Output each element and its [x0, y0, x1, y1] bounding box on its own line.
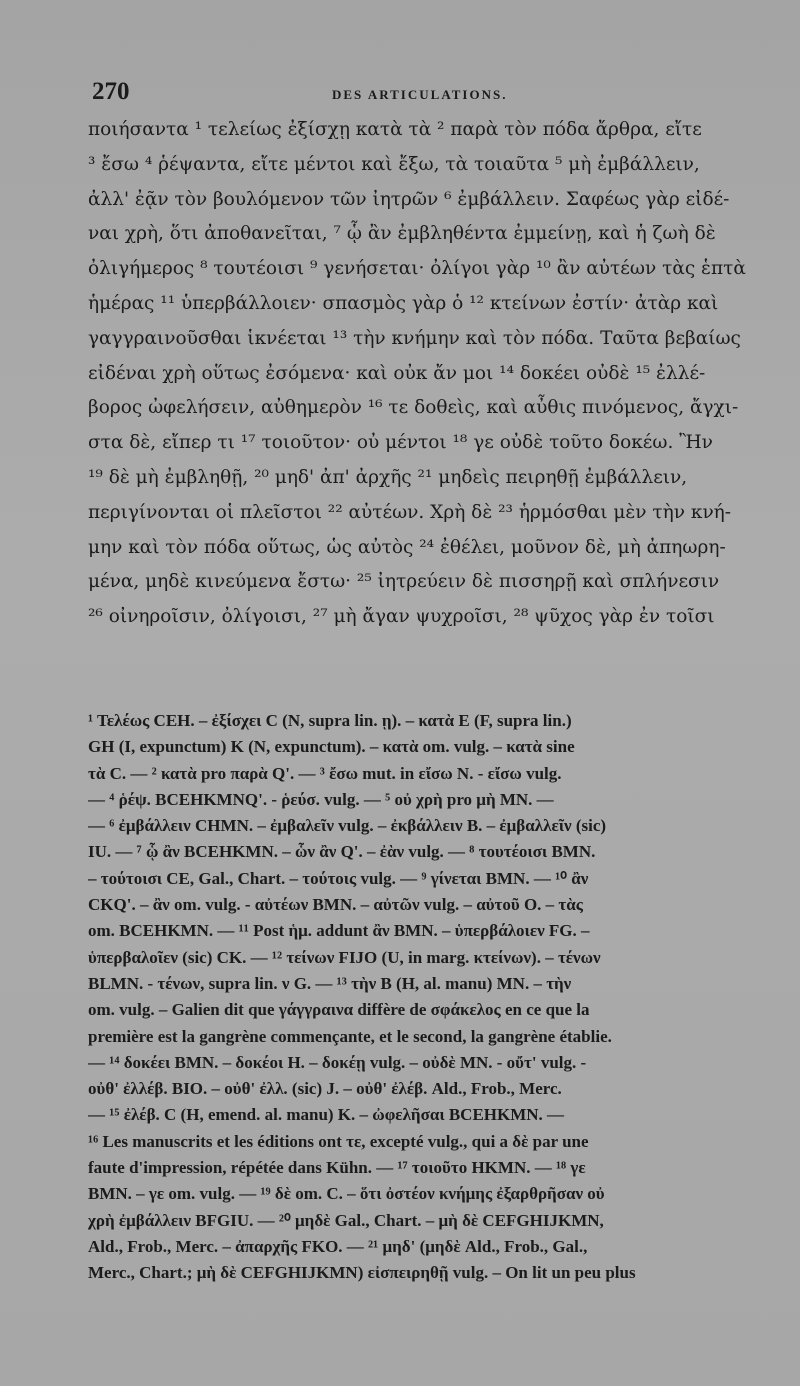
footnote-line: om. vulg. – Galien dit que γάγγραινα diffère de σφάκελος en ce que la — [88, 1000, 590, 1020]
footnote-line: GH (I, expunctum) K (N, expunctum). – κατὰ om. vulg. – κατὰ sine — [88, 737, 575, 757]
footnote-line: faute d'impression, répétée dans Kühn. — ¹⁷ τοιοῦτο HKMN. — ¹⁸ γε — [88, 1158, 586, 1178]
text-line: ἡμέρας ¹¹ ὑπερβάλλοιεν· σπασμὸς γὰρ ὁ ¹² κτείνων ἐστίν· ἀτὰρ καὶ — [88, 292, 719, 314]
text-line: ναι χρὴ, ὅτι ἀποθανεῖται, ⁷ ᾧ ἂν ἐμβληθέντα ἐμμείνῃ, καὶ ἡ ζωὴ δὲ — [88, 223, 716, 245]
text-line: μένα, μηδὲ κινεύμενα ἔστω· ²⁵ ἰητρεύειν δὲ πισσηρῇ καὶ σπλήνεσιν — [88, 571, 720, 593]
text-line: μην καὶ τὸν πόδα οὕτως, ὡς αὐτὸς ²⁴ ἐθέλει, μοῦνον δὲ, μὴ ἀπηωρη- — [88, 536, 726, 558]
footnote-line: τὰ C. — ² κατὰ pro παρὰ Q'. — ³ ἔσω mut. in εἴσω N. - εἴσω vulg. — [88, 763, 562, 783]
footnote-line: Ald., Frob., Merc. – ἀπαρχῆς FKO. — ²¹ μηδ' (μηδὲ Ald., Frob., Gal., — [88, 1236, 588, 1256]
running-title: DES ARTICULATIONS. — [332, 87, 508, 102]
footnote-line: BMN. – γε om. vulg. — ¹⁹ δὲ om. C. – ὅτι ὀστέον κνήμης ἐξαρθρῆσαν οὐ — [88, 1184, 605, 1204]
footnote-line: ¹ Τελέως CEH. – ἐξίσχει C (N, supra lin. ῃ). – κατὰ E (F, supra lin.) — [88, 711, 572, 730]
text-line: περιγίνονται οἱ πλεῖστοι ²² αὐτέων. Χρὴ δὲ ²³ ἡρμόσθαι μὲν τὴν κνή- — [88, 501, 732, 523]
footnote-line: — ¹⁵ ἐλέβ. C (H, emend. al. manu) K. – ὠφελῆσαι BCEHKMN. — — [88, 1105, 565, 1125]
footnote-line: οὐθ' ἐλλέβ. BIO. – οὐθ' ἐλλ. (sic) J. – οὐθ' ἐλέβ. Ald., Frob., Merc. — [88, 1079, 562, 1099]
page-number: 270 — [92, 78, 130, 105]
text-line: ¹⁹ δὲ μὴ ἐμβληθῇ, ²⁰ μηδ' ἀπ' ἀρχῆς ²¹ μηδεὶς πειρηθῇ ἐμβάλλειν, — [88, 466, 688, 488]
footnote-line: ¹⁶ Les manuscrits et les éditions ont τε, excepté vulg., qui a δὲ par une — [88, 1131, 589, 1151]
footnote-line: χρὴ ἐμβάλλειν BFGIU. — ²⁰ μηδὲ Gal., Chart. – μὴ δὲ CEFGHIJKMN, — [88, 1210, 604, 1230]
text-line: ³ ἔσω ⁴ ῥέψαντα, εἴτε μέντοι καὶ ἔξω, τὰ τοιαῦτα ⁵ μὴ ἐμβάλλειν, — [88, 153, 700, 175]
text-line: εἰδέναι χρὴ οὕτως ἐσόμενα· καὶ οὐκ ἄν μοι ¹⁴ δοκέει οὐδὲ ¹⁵ ἐλλέ- — [88, 362, 706, 384]
footnote-line: CKQ'. – ἂν om. vulg. - αὐτέων BMN. – αὐτῶν vulg. – αὐτοῦ O. – τὰς — [88, 895, 583, 915]
footnote-line: — ¹⁴ δοκέει BMN. – δοκέοι H. – δοκέῃ vulg. – οὐδὲ MN. - οὔτ' vulg. - — [88, 1052, 587, 1072]
footnote-line: om. BCEHKMN. — ¹¹ Post ἡμ. addunt ἂν BMN. – ὑπερβάλοιεν FG. – — [88, 921, 590, 941]
footnote-line: IU. — ⁷ ᾧ ἂν BCEHKMN. – ὧν ἂν Q'. – ἐὰν vulg. — ⁸ τουτέοισι BMN. — [88, 842, 596, 862]
footnote-line: première est la gangrène commençante, et le second, la gangrène établie. — [88, 1026, 612, 1046]
text-line: βορος ὠφελήσειν, αὐθημερὸν ¹⁶ τε δοθεὶς, καὶ αὖθις πινόμενος, ἄγχι- — [88, 397, 739, 419]
text-line: ὀλιγήμερος ⁸ τουτέοισι ⁹ γενήσεται· ὀλίγοι γὰρ ¹⁰ ἂν αὐτέων τὰς ἑπτὰ — [88, 258, 746, 280]
footnotes — [88, 708, 788, 1338]
text-line: ²⁶ οἰνηροῖσιν, ὀλίγοισι, ²⁷ μὴ ἄγαν ψυχροῖσι, ²⁸ ψῦχος γὰρ ἐν τοῖσι — [88, 606, 715, 628]
text-line: στα δὲ, εἴπερ τι ¹⁷ τοιοῦτον· οὐ μέντοι ¹⁸ γε οὐδὲ τοῦτο δοκέω. Ἢν — [88, 432, 713, 454]
footnote-line: — ⁶ ἐμβάλλειν CHMN. – ἐμβαλεῖν vulg. – ἐκβάλλειν B. – ἐμβαλλεῖν (sic) — [88, 816, 607, 836]
footnote-line: Merc., Chart.; μὴ δὲ CEFGHIJKMN) εἰσπειρηθῇ vulg. – On lit un peu plus — [88, 1263, 636, 1283]
page-header — [92, 78, 782, 114]
greek-main-text — [88, 113, 774, 658]
footnote-line: – τούτοισι CE, Gal., Chart. – τούτοις vulg. — ⁹ γίνεται BMN. — ¹⁰ ἂν — [88, 868, 589, 888]
text-line: γαγγραινοῦσθαι ἱκνέεται ¹³ τὴν κνήμην καὶ τὸν πόδα. Ταῦτα βεβαίως — [88, 327, 741, 349]
text-line: ἀλλ' ἐᾷν τὸν βουλόμενον τῶν ἰητρῶν ⁶ ἐμβάλλειν. Σαφέως γὰρ εἰδέ- — [88, 188, 730, 210]
text-line: ποιήσαντα ¹ τελείως ἐξίσχῃ κατὰ τὰ ² παρὰ τὸν πόδα ἄρθρα, εἴτε — [88, 119, 702, 140]
footnote-line: — ⁴ ῥέψ. BCEHKMNQ'. - ῥεύσ. vulg. — ⁵ οὐ χρὴ pro μὴ MN. — — [88, 789, 554, 809]
footnote-line: ὑπερβαλοῖεν (sic) CK. — ¹² τείνων FIJO (U, in marg. κτείνων). – τένων — [88, 947, 601, 967]
footnote-line: BLMN. - τένων, supra lin. ν G. — ¹³ τὴν B (H, al. manu) MN. – τὴν — [88, 973, 572, 993]
